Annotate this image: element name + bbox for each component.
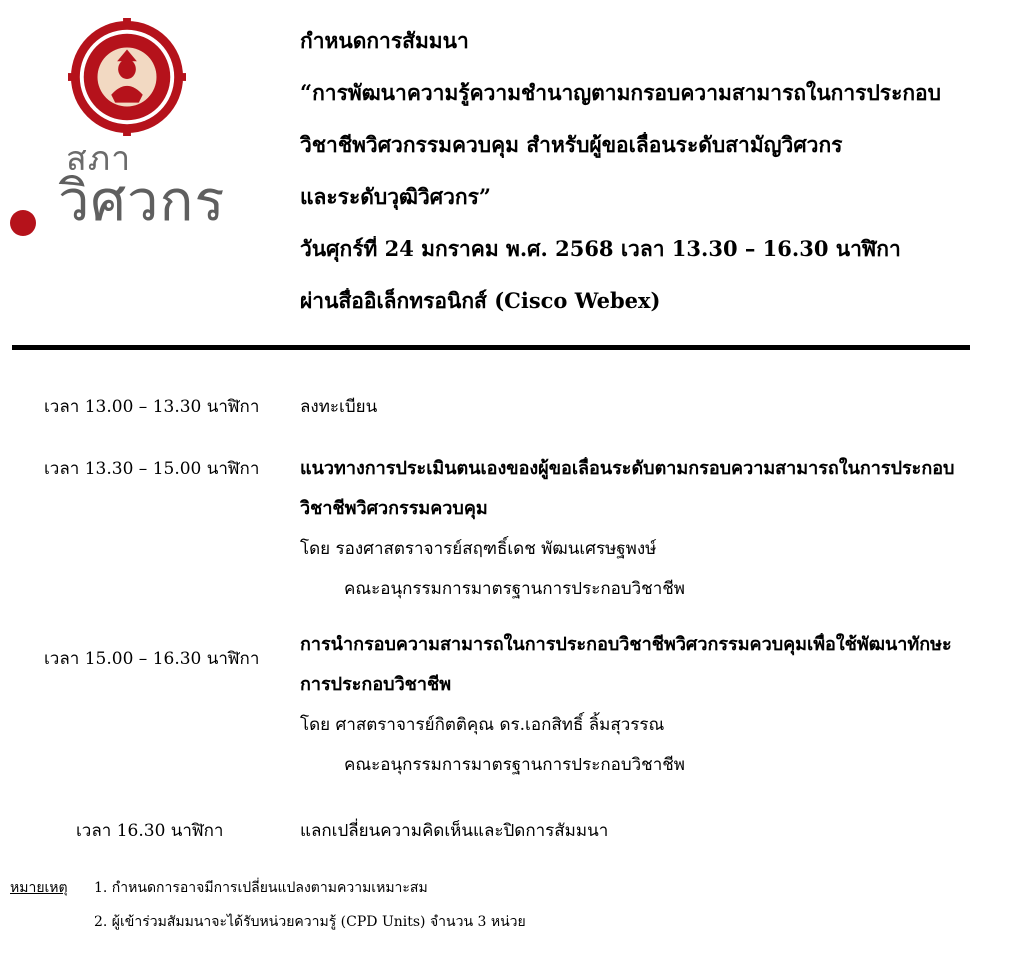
session-title-line-2: วิชาชีพวิศวกรรมควบคุม [300, 498, 488, 519]
notes-label: หมายเหตุ [10, 880, 68, 896]
header-date: วันศุกร์ที่ 24 มกราคม พ.ศ. 2568 เวลา 13.30 – 16.30 นาฬิกา [300, 236, 901, 261]
seal-emblem-icon [68, 18, 186, 136]
session-title-line-2: การประกอบวิชาชีพ [300, 674, 452, 695]
header-topic-line-3: และระดับวุฒิวิศวกร” [300, 184, 491, 209]
schedule-time: เวลา 13.30 – 15.00 นาฬิกา [44, 459, 260, 479]
header-title: กำหนดการสัมมนา [300, 28, 469, 53]
header-divider [12, 345, 970, 350]
schedule-detail [300, 633, 1000, 793]
logo-dot [10, 210, 36, 236]
council-logo [10, 14, 272, 244]
session-speaker: โดย ศาสตราจารย์กิตติคุณ ดร.เอกสิทธิ์ ลิ้มสุวรรณ [300, 715, 665, 735]
seminar-header [300, 28, 1015, 340]
session-speaker: โดย รองศาสตราจารย์สฤฑธิ์เดช พัฒนเศรษฐพงษ์ [300, 539, 657, 559]
schedule-time: เวลา 13.00 – 13.30 นาฬิกา [44, 397, 260, 417]
schedule-detail [300, 457, 1000, 617]
session-title-line-1: แนวทางการประเมินตนเองของผู้ขอเลื่อนระดับตามกรอบความสามารถในการประกอบ [300, 458, 955, 479]
schedule-item: แลกเปลี่ยนความคิดเห็นและปิดการสัมมนา [300, 821, 609, 841]
note-item-2: 2. ผู้เข้าร่วมสัมมนาจะได้รับหน่วยความรู้ (CPD Units) จำนวน 3 หน่วย [94, 914, 526, 930]
session-speaker-role: คณะอนุกรรมการมาตรฐานการประกอบวิชาชีพ [344, 755, 685, 775]
note-item-1: 1. กำหนดการอาจมีการเปลี่ยนแปลงตามความเหมาะสม [94, 880, 428, 896]
session-speaker-role: คณะอนุกรรมการมาตรฐานการประกอบวิชาชีพ [344, 579, 685, 599]
header-topic-line-2: วิชาชีพวิศวกรรมควบคุม สำหรับผู้ขอเลื่อนระดับสามัญวิศวกร [300, 132, 843, 157]
notes-section [10, 878, 526, 932]
header-venue: ผ่านสื่ออิเล็กทรอนิกส์ (Cisco Webex) [300, 288, 661, 313]
schedule-item: ลงทะเบียน [300, 397, 378, 417]
schedule-time: เวลา 15.00 – 16.30 นาฬิกา [44, 649, 260, 669]
logo-wordmark-top: สภา [66, 139, 132, 179]
schedule-time: เวลา 16.30 นาฬิกา [76, 821, 224, 841]
logo-wordmark-main: วิศวกร [58, 169, 226, 234]
note-row-1 [10, 878, 526, 898]
header-topic-line-1: “การพัฒนาความรู้ความชำนาญตามกรอบความสามารถในการประกอบ [300, 80, 942, 105]
session-title-line-1: การนำกรอบความสามารถในการประกอบวิชาชีพวิศวกรรมควบคุมเพื่อใช้พัฒนาทักษะ [300, 634, 952, 655]
